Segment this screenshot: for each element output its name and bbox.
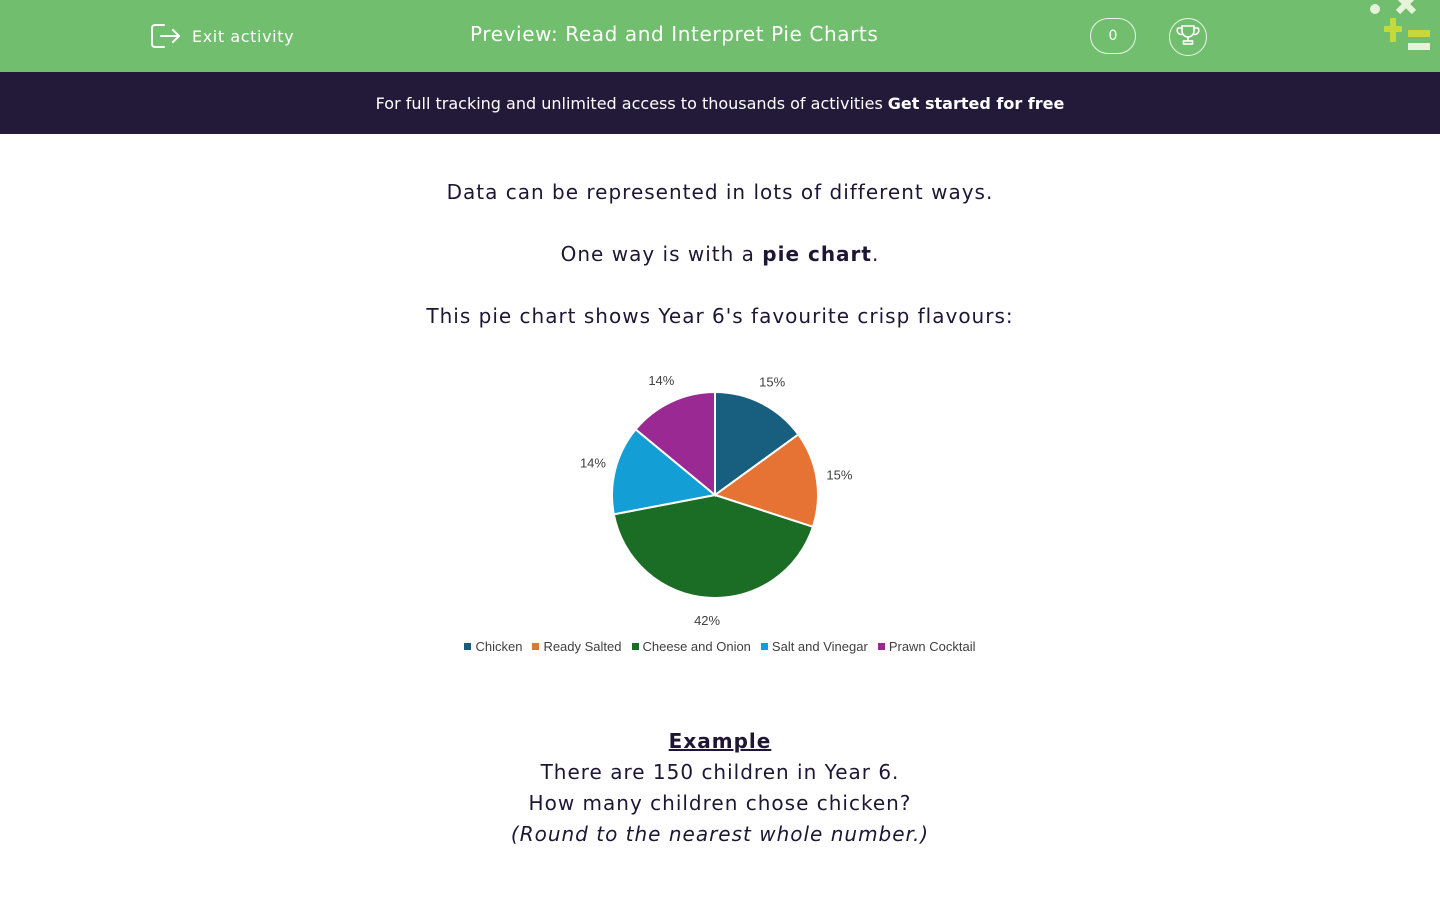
intro-line-2-suffix: . (871, 242, 880, 266)
legend-item-ready-salted (532, 639, 621, 654)
legend-swatch-ready-salted (532, 643, 539, 650)
promo-banner (0, 72, 1440, 134)
pie-chart-svg (440, 368, 1000, 628)
legend-swatch-salt-and-vinegar (761, 643, 768, 650)
get-started-link[interactable]: Get started for free (887, 93, 1065, 113)
pie-label-chicken: 15% (759, 374, 786, 390)
legend-item-salt-and-vinegar (761, 639, 868, 654)
legend-label-chicken: Chicken (475, 639, 523, 654)
legend-swatch-cheese-and-onion (632, 643, 639, 650)
exit-icon (150, 22, 182, 50)
score-badge: 0 (1090, 18, 1136, 54)
legend-swatch-chicken (464, 643, 471, 650)
exit-activity-label: Exit activity (192, 26, 295, 46)
example-line-1: There are 150 children in Year 6. (540, 760, 900, 784)
example-line-3: (Round to the nearest whole number.) (510, 822, 930, 846)
pie-label-salt-and-vinegar: 14% (579, 455, 606, 471)
legend-item-prawn-cocktail (878, 639, 976, 654)
pie-label-cheese-and-onion: 42% (694, 612, 721, 628)
pie-chart (440, 368, 1000, 668)
example-line-2: How many children chose chicken? (528, 791, 912, 815)
page-title: Preview: Read and Interpret Pie Charts (470, 22, 879, 46)
legend-label-salt-and-vinegar: Salt and Vinegar (771, 639, 868, 654)
logo-mark (1368, 0, 1440, 64)
legend-swatch-prawn-cocktail (878, 643, 885, 650)
example-heading: Example (668, 729, 772, 753)
intro-line-2-prefix: One way is with a (560, 242, 763, 266)
pie-label-ready-salted: 15% (826, 467, 853, 483)
legend-label-prawn-cocktail: Prawn Cocktail (888, 639, 976, 654)
legend-item-chicken (464, 639, 522, 654)
chart-legend (440, 639, 1000, 654)
intro-line-3: This pie chart shows Year 6's favourite crisp flavours: (426, 304, 1014, 328)
exit-activity-button[interactable] (150, 20, 294, 52)
trophy-icon (1176, 24, 1200, 50)
top-header (0, 0, 1440, 72)
intro-line-2 (0, 242, 1440, 266)
pie-chart-term: pie chart (762, 242, 872, 266)
legend-label-ready-salted: Ready Salted (543, 639, 622, 654)
pie-label-prawn-cocktail: 14% (648, 372, 675, 388)
intro-line-1: Data can be represented in lots of different ways. (446, 180, 994, 204)
trophy-button[interactable] (1169, 18, 1207, 56)
legend-label-cheese-and-onion: Cheese and Onion (642, 639, 751, 654)
promo-text: For full tracking and unlimited access to thousands of activities (375, 93, 883, 113)
legend-item-cheese-and-onion (632, 639, 751, 654)
